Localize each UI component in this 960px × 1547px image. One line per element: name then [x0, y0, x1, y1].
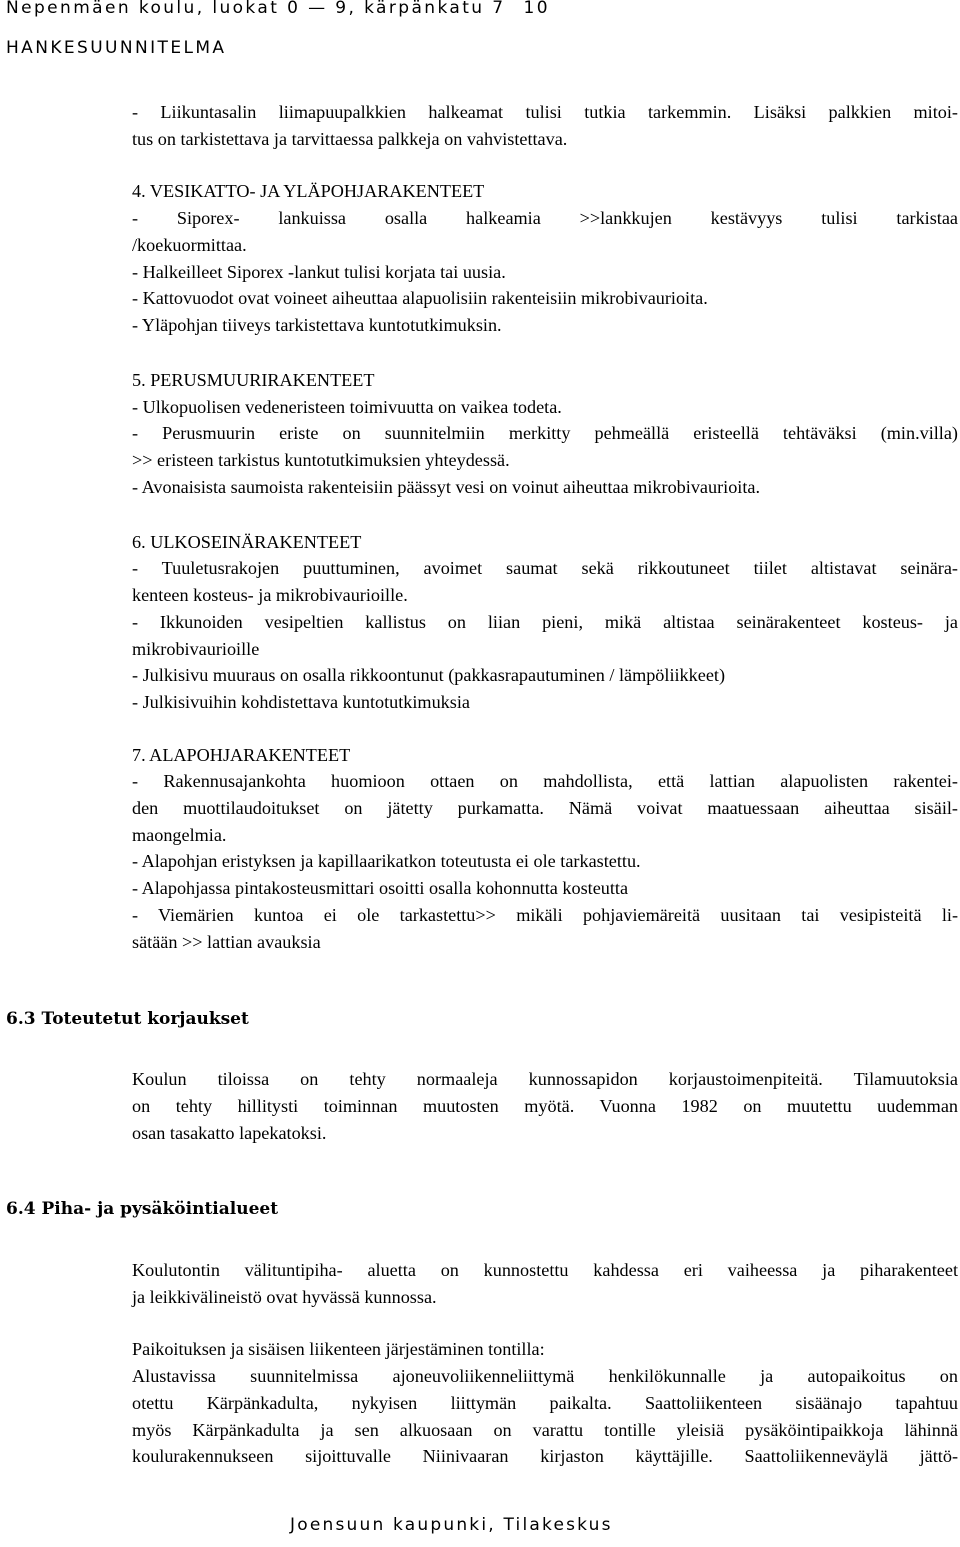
list-line: >> eristeen tarkistus kuntotutkimuksien yhteydessä.: [132, 450, 510, 470]
document-type: HANKESUUNNITELMA: [6, 38, 227, 58]
subsection-heading-6-3: 6.3 Toteutetut korjaukset: [6, 1009, 249, 1029]
paragraph-line: myös Kärpänkadulta ja sen alkuosaan on varattu tontille yleisiä pysäköintipaikkoja lähinnä: [132, 1420, 958, 1440]
list-line: - Viemärien kuntoa ei ole tarkastettu>> mikäli pohjaviemäreitä uusitaan tai vesipisteitä li-: [132, 905, 958, 925]
list-line: maongelmia.: [132, 825, 227, 845]
section-title-6: 6. ULKOSEINÄRAKENTEET: [132, 532, 362, 552]
page-footer: Joensuun kaupunki, Tilakeskus: [290, 1515, 613, 1535]
subsection-heading-6-4: 6.4 Piha- ja pysäköintialueet: [6, 1199, 279, 1219]
list-line: - Avonaisista saumoista rakenteisiin päässyt vesi on voinut aiheuttaa mikrobivaurioita.: [132, 477, 761, 497]
header-title: Nepenmäen koulu, luokat 0 — 9, kärpänkatu 7: [6, 0, 506, 18]
list-line: sätään >> lattian avauksia: [132, 932, 321, 952]
list-line: - Julkisivu muuraus on osalla rikkoontunut (pakkasrapautuminen / lämpöliikkeet): [132, 665, 726, 685]
list-line: - Tuuletusrakojen puuttuminen, avoimet saumat sekä rikkoutuneet tiilet altistavat seinära-: [132, 558, 958, 578]
page-number: 10: [523, 0, 550, 18]
list-line: - Yläpohjan tiiveys tarkistettava kuntotutkimuksin.: [132, 315, 502, 335]
intro-line: - Liikuntasalin liimapuupalkkien halkeamat tulisi tutkia tarkemmin. Lisäksi palkkien mitoi-: [132, 102, 958, 122]
paragraph-line: Koulun tiloissa on tehty normaaleja kunnossapidon korjaustoimenpiteitä. Tilamuutoksia: [132, 1069, 958, 1089]
list-line: - Siporex- lankuissa osalla halkeamia >>lankkujen kestävyys tulisi tarkistaa: [132, 208, 958, 228]
paragraph-line: otettu Kärpänkadulta, nykyisen liittymän paikalta. Saattoliikenteen sisäänajo tapahtuu: [132, 1393, 958, 1413]
paragraph-line: Alustavissa suunnitelmissa ajoneuvoliikenneliittymä henkilökunnalle ja autopaikoitus on: [132, 1366, 958, 1386]
paragraph-line: osan tasakatto lapekatoksi.: [132, 1123, 327, 1143]
section-title-5: 5. PERUSMUURIRAKENTEET: [132, 370, 375, 390]
paragraph-line: ja leikkivälineistö ovat hyvässä kunnossa.: [132, 1287, 437, 1307]
list-line: - Ulkopuolisen vedeneristeen toimivuutta on vaikea todeta.: [132, 397, 562, 417]
paragraph-line: Koulutontin välituntipiha- aluetta on kunnostettu kahdessa eri vaiheessa ja piharakenteet: [132, 1260, 958, 1280]
list-line: mikrobivaurioille: [132, 639, 260, 659]
list-line: /koekuormittaa.: [132, 235, 247, 255]
list-line: - Ikkunoiden vesipeltien kallistus on liian pieni, mikä altistaa seinärakenteet kosteus- ja: [132, 612, 958, 632]
section-title-7: 7. ALAPOHJARAKENTEET: [132, 745, 351, 765]
list-line: den muottilaudoitukset on jätetty purkamatta. Nämä voivat maatuessaan aiheuttaa sisäil-: [132, 798, 958, 818]
list-line: - Rakennusajankohta huomioon ottaen on mahdollista, että lattian alapuolisten rakentei-: [132, 771, 958, 791]
list-line: kenteen kosteus- ja mikrobivaurioille.: [132, 585, 408, 605]
paragraph-line: Paikoituksen ja sisäisen liikenteen järjestäminen tontilla:: [132, 1339, 545, 1359]
page-header: [6, 0, 550, 17]
list-line: - Alapohjan eristyksen ja kapillaarikatkon toteutusta ei ole tarkastettu.: [132, 851, 641, 871]
section-title-4: 4. VESIKATTO- JA YLÄPOHJARAKENTEET: [132, 181, 485, 201]
paragraph-line: koulurakennukseen sijoittuvalle Niinivaaran kirjaston käyttäjille. Saattoliikenneväylä jättö-: [132, 1446, 958, 1466]
list-line: - Julkisivuihin kohdistettava kuntotutkimuksia: [132, 692, 470, 712]
intro-line: tus on tarkistettava ja tarvittaessa palkkeja on vahvistettava.: [132, 129, 568, 149]
list-line: - Halkeilleet Siporex -lankut tulisi korjata tai uusia.: [132, 262, 506, 282]
list-line: - Kattovuodot ovat voineet aiheuttaa alapuolisiin rakenteisiin mikrobivaurioita.: [132, 288, 708, 308]
list-line: - Perusmuurin eriste on suunnitelmiin merkitty pehmeällä eristeellä tehtäväksi (min.villa): [132, 423, 958, 443]
paragraph-line: on tehty hillitysti toiminnan muutosten myötä. Vuonna 1982 on muutettu uudemman: [132, 1096, 958, 1116]
list-line: - Alapohjassa pintakosteusmittari osoitti osalla kohonnutta kosteutta: [132, 878, 629, 898]
